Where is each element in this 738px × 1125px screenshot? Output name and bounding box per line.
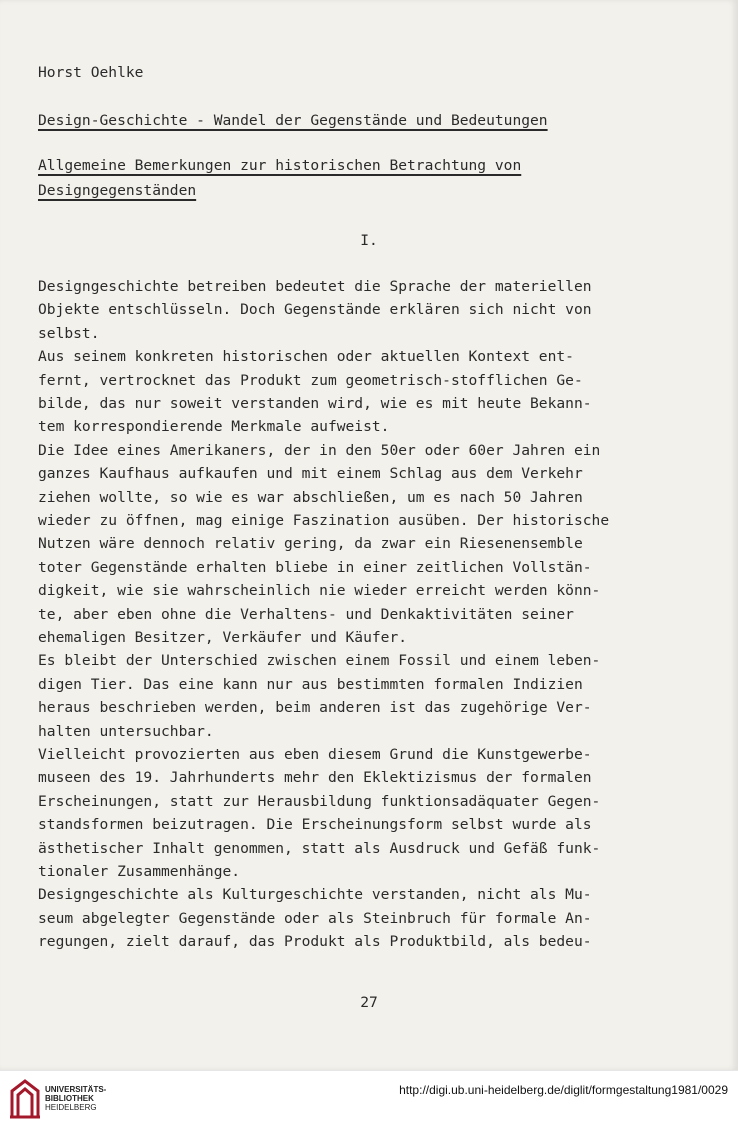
body-line: standsformen beizutragen. Die Erscheinungsform selbst wurde als bbox=[38, 816, 592, 834]
library-name-line-1: UNIVERSITÄTS- bbox=[45, 1085, 107, 1094]
page-title: Design-Geschichte - Wandel der Gegenstände und Bedeutungen bbox=[38, 112, 548, 129]
body-line: selbst. bbox=[38, 324, 100, 342]
body-line: Aus seinem konkreten historischen oder aktuellen Kontext ent- bbox=[38, 348, 574, 366]
body-line: ästhetischer Inhalt genommen, statt als Ausdruck und Gefäß funk- bbox=[38, 839, 601, 857]
author-name: Horst Oehlke bbox=[38, 64, 144, 81]
body-line: heraus beschrieben werden, beim anderen ist das zugehörige Ver- bbox=[38, 699, 592, 717]
body-line: tem korrespondierende Merkmale aufweist. bbox=[38, 418, 390, 436]
body-line: fernt, vertrocknet das Produkt zum geometrisch-stofflichen Ge- bbox=[38, 371, 583, 389]
library-name-line-2: BIBLIOTHEK bbox=[45, 1094, 94, 1103]
body-line: tionaler Zusammenhänge. bbox=[38, 863, 241, 880]
library-name-line-3: HEIDELBERG bbox=[45, 1103, 97, 1112]
body-line: digen Tier. Das eine kann nur aus bestimmten formalen Indizien bbox=[38, 675, 583, 693]
library-name bbox=[45, 1085, 106, 1112]
page-number: 27 bbox=[360, 994, 378, 1011]
body-line: wieder zu öffnen, mag einige Faszination ausüben. Der historische bbox=[38, 512, 610, 529]
body-line: ehemaligen Besitzer, Verkäufer und Käufer. bbox=[38, 629, 408, 646]
subtitle-line-1: Allgemeine Bemerkungen zur historischen Betrachtung von bbox=[38, 157, 522, 174]
body-line: Vielleicht provozierten aus eben diesem Grund die Kunstgewerbe- bbox=[38, 746, 592, 763]
body-line: Es bleibt der Unterschied zwischen einem Fossil und einem leben- bbox=[38, 652, 601, 670]
body-line: Designgeschichte betreiben bedeutet die Sprache der materiellen bbox=[38, 278, 592, 295]
subtitle-line-2: Designgegenständen bbox=[38, 182, 197, 199]
body-line: toter Gegenstände erhalten bliebe in einer zeitlichen Vollstän- bbox=[38, 558, 592, 576]
body-line: seum abgelegter Gegenstände oder als Steinbruch für formale An- bbox=[38, 909, 592, 927]
body-line: digkeit, wie sie wahrscheinlich nie wieder erreicht werden könn- bbox=[38, 582, 601, 600]
body-line: Erscheinungen, statt zur Herausbildung funktionsadäquater Gegen- bbox=[38, 792, 601, 810]
section-number: I. bbox=[360, 232, 378, 249]
body-line: ganzes Kaufhaus aufkaufen und mit einem Schlag aus dem Verkehr bbox=[38, 465, 583, 483]
footer-bar bbox=[0, 1070, 738, 1125]
body-line: regungen, zielt darauf, das Produkt als Produktbild, als bedeu- bbox=[38, 933, 592, 951]
source-url-link[interactable]: http://digi.ub.uni-heidelberg.de/diglit/formgestaltung1981/0029 bbox=[399, 1083, 728, 1097]
body-line: museen des 19. Jahrhunderts mehr den Eklektizismus der formalen bbox=[38, 769, 592, 787]
body-line: ziehen wollte, so wie es war abschließen, um es nach 50 Jahren bbox=[38, 488, 583, 506]
library-logo-icon[interactable] bbox=[8, 1077, 42, 1119]
body-line: bilde, das nur soweit verstanden wird, wie es mit heute Bekann- bbox=[38, 395, 592, 412]
body-line: te, aber eben ohne die Verhaltens- und Denkaktivitäten seiner bbox=[38, 605, 574, 623]
body-line: Designgeschichte als Kulturgeschichte verstanden, nicht als Mu- bbox=[38, 886, 592, 904]
body-line: halten untersuchbar. bbox=[38, 722, 214, 740]
body-line: Objekte entschlüsseln. Doch Gegenstände erklären sich nicht von bbox=[38, 301, 592, 319]
body-line: Die Idee eines Amerikaners, der in den 50er oder 60er Jahren ein bbox=[38, 441, 601, 459]
body-line: Nutzen wäre dennoch relativ gering, da zwar ein Riesenensemble bbox=[38, 535, 583, 553]
